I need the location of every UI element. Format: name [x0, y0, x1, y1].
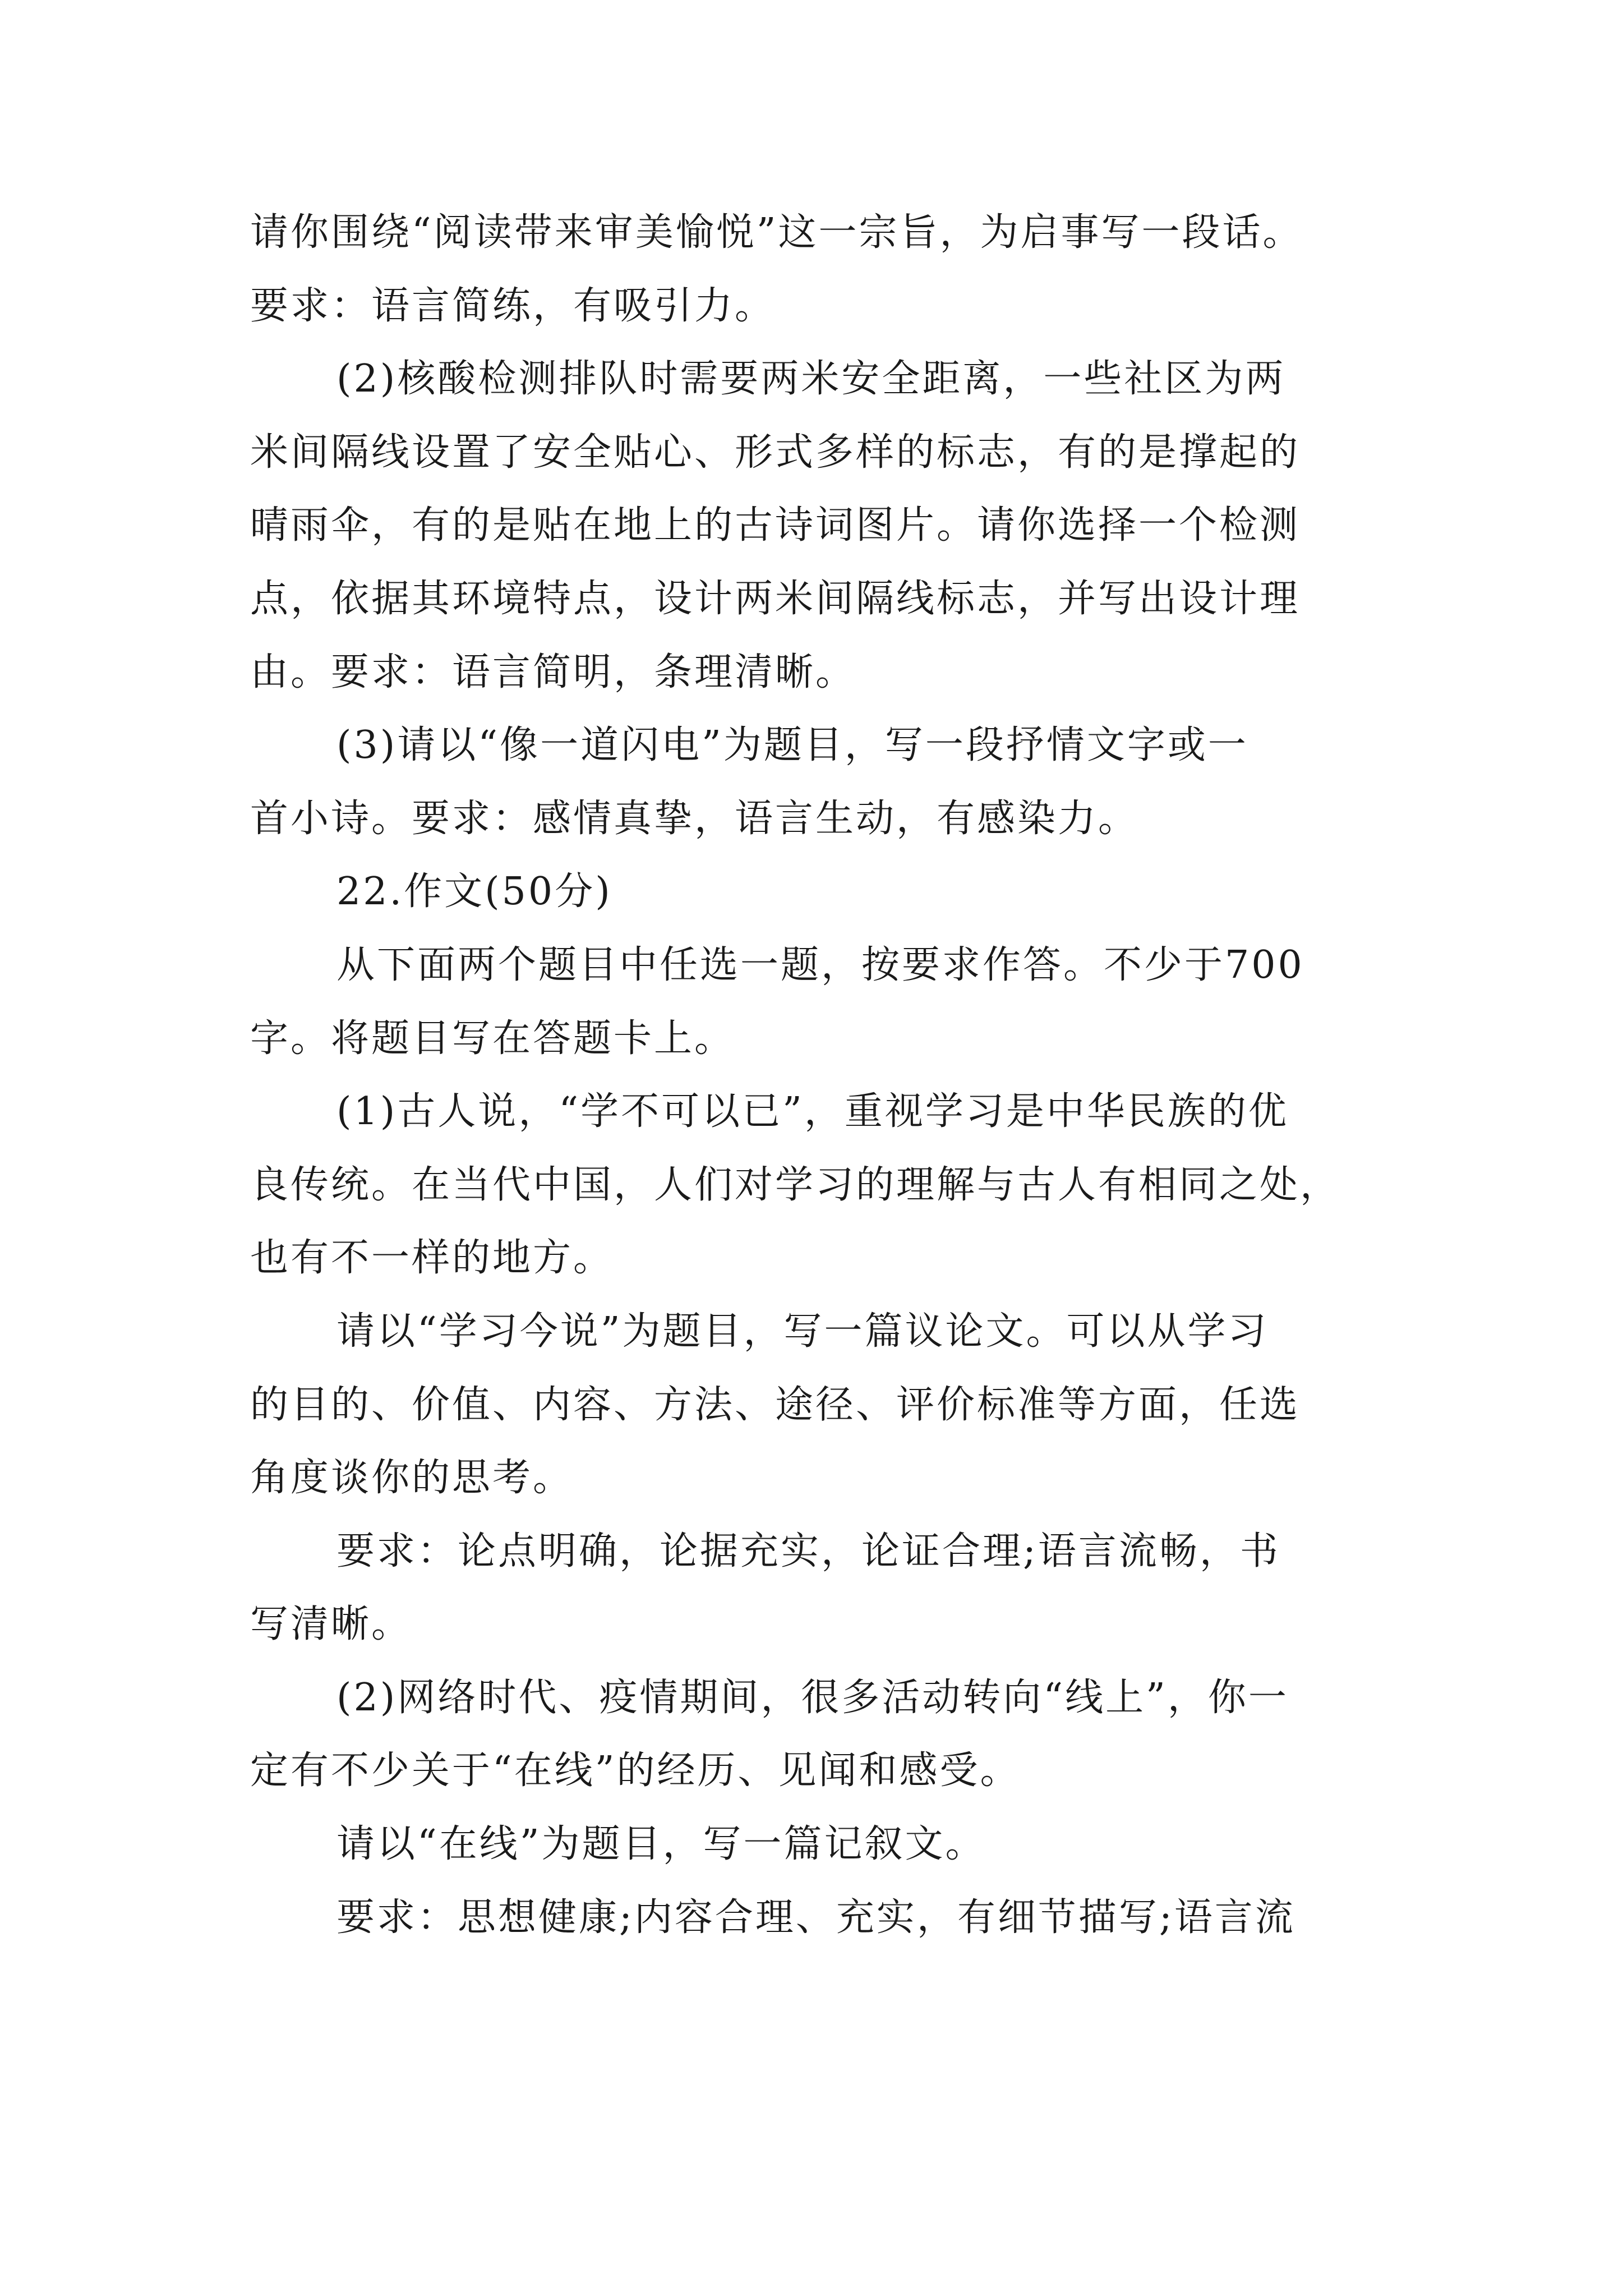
- text-line: 米间隔线设置了安全贴心、形式多样的标志，有的是撑起的: [250, 430, 1301, 475]
- text-line: 请以“学习今说”为题目，写一篇议论文。可以从学习: [336, 1309, 1269, 1354]
- text-line: 也有不一样的地方。: [250, 1236, 614, 1281]
- text-line: 要求：语言简练，有吸引力。: [250, 283, 776, 328]
- text-line: 要求：思想健康;内容合理、充实，有细节描写;语言流: [336, 1895, 1295, 1940]
- text-line: 请以“在线”为题目，写一篇记叙文。: [336, 1822, 986, 1867]
- text-line: 写清晰。: [250, 1602, 412, 1647]
- text-line: 晴雨伞，有的是贴在地上的古诗词图片。请你选择一个检测: [250, 503, 1301, 548]
- text-line: (3)请以“像一道闪电”为题目，写一段抒情文字或一: [336, 723, 1248, 768]
- document-body: [250, 196, 1377, 1954]
- text-line: 字。将题目写在答题卡上。: [250, 1016, 735, 1061]
- text-line: 由。要求：语言简明，条理清晰。: [250, 650, 856, 694]
- text-line: 的目的、价值、内容、方法、途径、评价标准等方面，任选: [250, 1382, 1301, 1427]
- question-heading: 22.作文(50分): [336, 869, 612, 914]
- text-line: (2)网络时代、疫情期间，很多活动转向“线上”，你一: [336, 1675, 1289, 1720]
- text-line: 定有不少关于“在线”的经历、见闻和感受。: [250, 1749, 1021, 1793]
- text-line: (2)核酸检测排队时需要两米安全距离，一些社区为两: [336, 357, 1286, 402]
- text-line: (1)古人说，“学不可以已”，重视学习是中华民族的优: [336, 1089, 1289, 1134]
- text-line: 角度谈你的思考。: [250, 1456, 574, 1501]
- text-line: 从下面两个题目中任选一题，按要求作答。不少于700: [336, 942, 1304, 987]
- text-line: 首小诗。要求：感情真挚，语言生动，有感染力。: [250, 796, 1139, 841]
- text-line: 要求：论点明确，论据充实，论证合理;语言流畅，书: [336, 1529, 1280, 1573]
- text-line: 点，依据其环境特点，设计两米间隔线标志，并写出设计理: [250, 576, 1301, 621]
- text-line: 良传统。在当代中国，人们对学习的理解与古人有相同之处，: [250, 1162, 1341, 1207]
- text-line: 请你围绕“阅读带来审美愉悦”这一宗旨，为启事写一段话。: [250, 210, 1303, 255]
